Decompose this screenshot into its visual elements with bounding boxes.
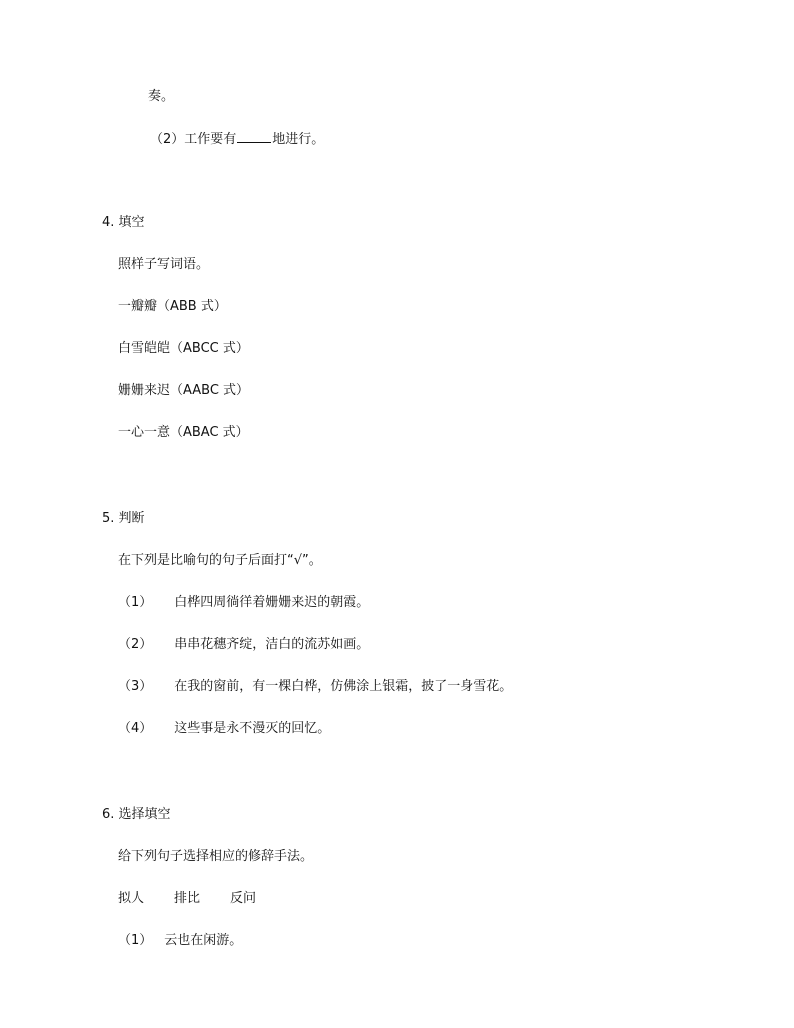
q5-item: [118, 678, 512, 696]
item-number: （3）: [118, 679, 153, 694]
q6-item: [118, 932, 242, 950]
item-number: （2）: [150, 132, 185, 147]
q6-instruction: 给下列句子选择相应的修辞手法。: [118, 849, 314, 864]
q6-heading: 6. 选择填空: [102, 807, 171, 822]
q4-item: 一心一意（ABAC 式）: [118, 425, 249, 440]
q4-item: 白雪皑皑（ABCC 式）: [118, 341, 249, 356]
item-text: 在我的窗前，有一棵白桦，仿佛涂上银霜，披了一身雪花。: [174, 679, 513, 694]
q4-heading: 4. 填空: [102, 215, 145, 230]
q4-instruction: 照样子写词语。: [118, 257, 210, 272]
item-number: （2）: [118, 637, 153, 652]
continuation-text: 奏。: [148, 89, 175, 104]
item-text-after: 地进行。: [272, 132, 325, 147]
q5-instruction: 在下列是比喻句的句子后面打“√”。: [118, 553, 322, 568]
option: 反问: [230, 891, 257, 906]
item-number: （1）: [118, 595, 153, 610]
q4-item: 一瓣瓣（ABB 式）: [118, 299, 227, 314]
fill-blank[interactable]: [237, 130, 271, 143]
option: 排比: [174, 891, 201, 906]
item-text: 这些事是永不漫灭的回忆。: [174, 721, 331, 736]
item-number: （4）: [118, 721, 153, 736]
item-text: 白桦四周徜徉着姗姗来迟的朝霞。: [174, 595, 370, 610]
item-text: 串串花穗齐绽，洁白的流苏如画。: [174, 637, 370, 652]
q6-options: [118, 890, 286, 908]
q5-heading: 5. 判断: [102, 511, 145, 526]
item-text: 云也在闲游。: [164, 933, 243, 948]
item-number: （1）: [118, 933, 153, 948]
option: 拟人: [118, 891, 145, 906]
q5-item: [118, 594, 369, 612]
item-text-before: 工作要有: [184, 132, 237, 147]
q3-item-2: [150, 130, 324, 149]
q5-item: [118, 636, 369, 654]
q4-item: 姗姗来迟（AABC 式）: [118, 383, 250, 398]
q5-item: [118, 720, 330, 738]
